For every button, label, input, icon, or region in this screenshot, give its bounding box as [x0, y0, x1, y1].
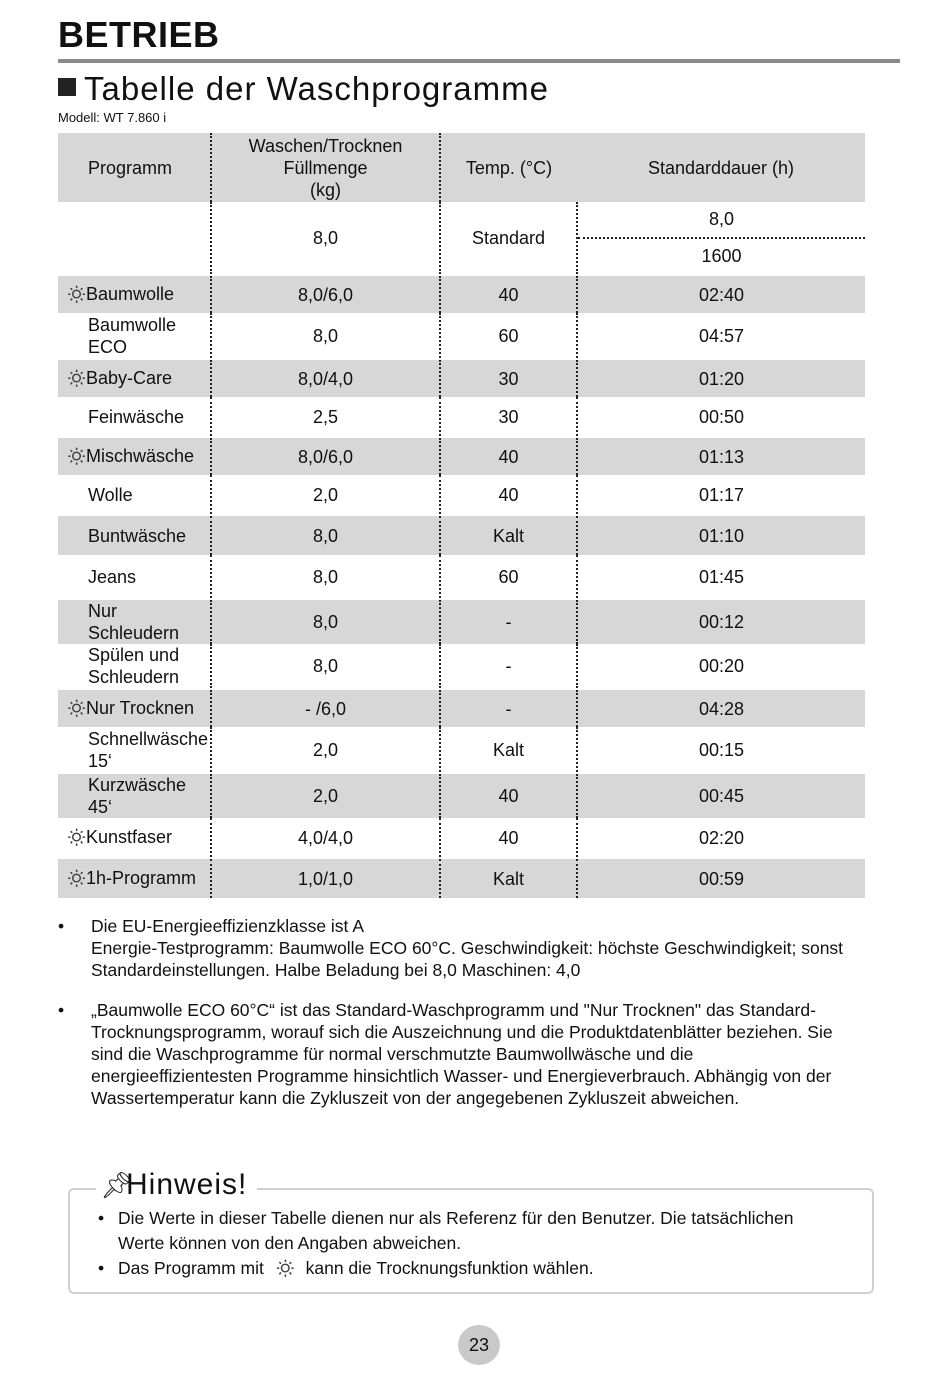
program-name: Baumwolle [86, 284, 175, 304]
standard-program-cell [58, 202, 211, 275]
program-temp: - [440, 689, 577, 727]
program-duration: 01:20 [577, 359, 865, 397]
standard-temp: Standard [440, 202, 577, 275]
header-duration: Standarddauer (h) [577, 132, 865, 202]
program-name: Buntwäsche [88, 525, 187, 546]
program-name-cell [58, 773, 211, 818]
program-temp: 40 [440, 475, 577, 515]
program-duration: 01:13 [577, 437, 865, 475]
table-row [58, 689, 865, 727]
program-load: 2,0 [211, 773, 440, 818]
program-load: 8,0/6,0 [211, 437, 440, 475]
standard-load: 8,0 [211, 202, 440, 275]
program-name-cell [58, 275, 211, 313]
header-load [211, 132, 440, 202]
note-item [58, 915, 848, 981]
table-row [58, 555, 865, 599]
hint-item [98, 1256, 838, 1281]
program-name: Schnellwäsche 15‘ [88, 728, 209, 771]
table-row [58, 515, 865, 555]
program-name: Mischwäsche [86, 446, 195, 466]
drying-icon: 🔅︎ [66, 447, 88, 466]
drying-icon: 🔅︎ [66, 369, 88, 388]
program-load: 8,0 [211, 644, 440, 689]
program-name: Kurzwäsche 45‘ [88, 775, 187, 817]
hint-text-after: kann die Trocknungsfunktion wählen. [305, 1258, 594, 1278]
program-duration: 01:45 [698, 566, 745, 587]
drying-icon: 🔅︎ [274, 1259, 297, 1278]
program-duration: 04:57 [698, 325, 745, 346]
bullet-icon: • [58, 1000, 65, 1020]
header-program: Programm [58, 132, 211, 202]
program-temp: 60 [440, 555, 577, 599]
hint-text: Die Werte in dieser Tabelle dienen nur als Referenz für den Benutzer. Die tatsächlichen Werte können von den Angaben abweichen. [118, 1208, 794, 1253]
header-temp: Temp. (°C) [440, 132, 577, 202]
hint-text-before: Das Programm mit [118, 1258, 264, 1278]
header-load-line2: Füllmenge [283, 157, 368, 178]
note-text: Die EU-Energieeffizienzklasse ist A Energie-Testprogramm: Baumwolle ECO 60°C. Geschwindigkeit: höchste Geschwindigkeit; sonst Standardeinstellungen. Halbe Beladung bei 8,0 Maschinen: 4,0 [91, 916, 844, 980]
program-duration: 01:10 [577, 515, 865, 555]
program-name: Jeans [88, 566, 137, 587]
model-label: Modell: WT 7.860 i [58, 110, 167, 125]
table-row [58, 818, 865, 858]
program-duration: 02:40 [577, 275, 865, 313]
program-name: Nur Schleudern [88, 601, 180, 643]
program-load: 2,0 [211, 727, 440, 773]
program-duration: 00:50 [698, 406, 745, 427]
drying-icon: 🔅︎ [66, 285, 88, 304]
program-load: 8,0/4,0 [211, 359, 440, 397]
bullet-icon: • [98, 1208, 105, 1228]
program-name-cell [58, 555, 211, 599]
program-duration: 00:12 [577, 599, 865, 644]
notes [58, 915, 848, 1109]
program-temp: Kalt [440, 515, 577, 555]
program-duration: 02:20 [698, 827, 745, 848]
program-temp: Kalt [440, 858, 577, 898]
program-load: 8,0 [211, 515, 440, 555]
table-row [58, 275, 865, 313]
drying-icon: 🔅︎ [66, 828, 88, 847]
program-name: Wolle [88, 484, 133, 505]
program-load: 8,0 [211, 313, 440, 359]
program-name-cell [58, 475, 211, 515]
drying-icon: 🔅︎ [66, 869, 88, 888]
program-temp: 30 [440, 359, 577, 397]
program-name-cell [58, 644, 211, 689]
table-row [58, 437, 865, 475]
program-temp: 40 [440, 773, 577, 818]
section-title-text: Tabelle der Waschprogramme [84, 70, 549, 107]
program-name-cell [58, 818, 211, 858]
program-duration: 04:28 [577, 689, 865, 727]
program-name: Spülen und Schleudern [88, 645, 180, 687]
program-load: 8,0 [211, 599, 440, 644]
program-temp: Kalt [440, 727, 577, 773]
program-duration: 01:17 [698, 484, 745, 505]
table-row [58, 475, 865, 515]
program-temp: 40 [440, 437, 577, 475]
program-temp: - [440, 644, 577, 689]
program-name-cell [58, 313, 211, 359]
table-row [58, 644, 865, 689]
bullet-icon: • [98, 1258, 105, 1278]
program-name: Kunstfaser [86, 827, 173, 847]
program-temp: 30 [440, 397, 577, 437]
title-rule [58, 59, 900, 63]
program-name: Nur Trocknen [86, 698, 195, 718]
hint-heading [96, 1168, 257, 1202]
program-name: Baby-Care [86, 368, 173, 388]
page-title: BETRIEB [58, 14, 220, 55]
program-duration: 00:20 [698, 656, 745, 676]
drying-icon: 🔅︎ [66, 699, 88, 718]
table-row [58, 599, 865, 644]
table-row [58, 397, 865, 437]
program-name-cell [58, 359, 211, 397]
square-bullet-icon [58, 78, 76, 96]
section-title [58, 70, 549, 108]
program-load: 2,5 [211, 397, 440, 437]
program-load: - /6,0 [211, 689, 440, 727]
program-name-cell [58, 858, 211, 898]
program-name: Feinwäsche [88, 406, 185, 427]
program-load: 2,0 [211, 475, 440, 515]
header-load-line3: (kg) [310, 179, 341, 200]
program-load: 8,0 [211, 555, 440, 599]
standard-duration-bottom: 1600 [701, 246, 742, 266]
header-load-line1: Waschen/Trocknen [248, 135, 403, 156]
program-temp: 40 [440, 818, 577, 858]
program-temp: 60 [440, 313, 577, 359]
program-name-cell [58, 397, 211, 437]
table-row [58, 727, 865, 773]
program-name: Baumwolle ECO [88, 314, 177, 357]
program-load: 8,0/6,0 [211, 275, 440, 313]
program-duration: 00:45 [577, 773, 865, 818]
program-duration: 00:59 [577, 858, 865, 898]
program-temp: - [440, 599, 577, 644]
program-name-cell [58, 515, 211, 555]
pushpin-icon: 📌︎ [100, 1170, 135, 1200]
bullet-icon: • [58, 916, 65, 936]
standard-duration-top: 8,0 [578, 202, 865, 239]
program-name-cell [58, 727, 211, 773]
hint-label: Hinweis! [126, 1168, 248, 1201]
table-row [58, 359, 865, 397]
program-load: 1,0/1,0 [211, 858, 440, 898]
note-text: „Baumwolle ECO 60°C“ ist das Standard-Waschprogramm und "Nur Trocknen" das Standard-Trocknungsprogramm, worauf sich die Auszeichnung und die Produktdatenblätter beziehen. Sie sind die Waschprogramme für normal verschmutzte Baumwollwäsche und die energieeffizientesten Programme hinsichtlich Wasser- und Energieverbrauch. Abhängig von der Wassertemperatur kann die Zykluszeit von der angegebenen Zykluszeit abweichen. [91, 1000, 833, 1108]
hint-item [98, 1206, 838, 1256]
note-item [58, 999, 848, 1109]
standard-duration [577, 202, 865, 275]
table-header-row [58, 132, 865, 202]
program-duration: 00:15 [698, 739, 745, 760]
table-row [58, 313, 865, 359]
program-name-cell [58, 599, 211, 644]
program-load: 4,0/4,0 [211, 818, 440, 858]
program-temp: 40 [440, 275, 577, 313]
standard-row [58, 202, 865, 275]
program-name-cell [58, 689, 211, 727]
program-name: 1h-Programm [86, 868, 197, 888]
hint-list [98, 1206, 838, 1281]
page-number: 23 [458, 1325, 500, 1365]
table-row [58, 773, 865, 818]
program-table [58, 131, 865, 898]
table-row [58, 858, 865, 898]
program-name-cell [58, 437, 211, 475]
